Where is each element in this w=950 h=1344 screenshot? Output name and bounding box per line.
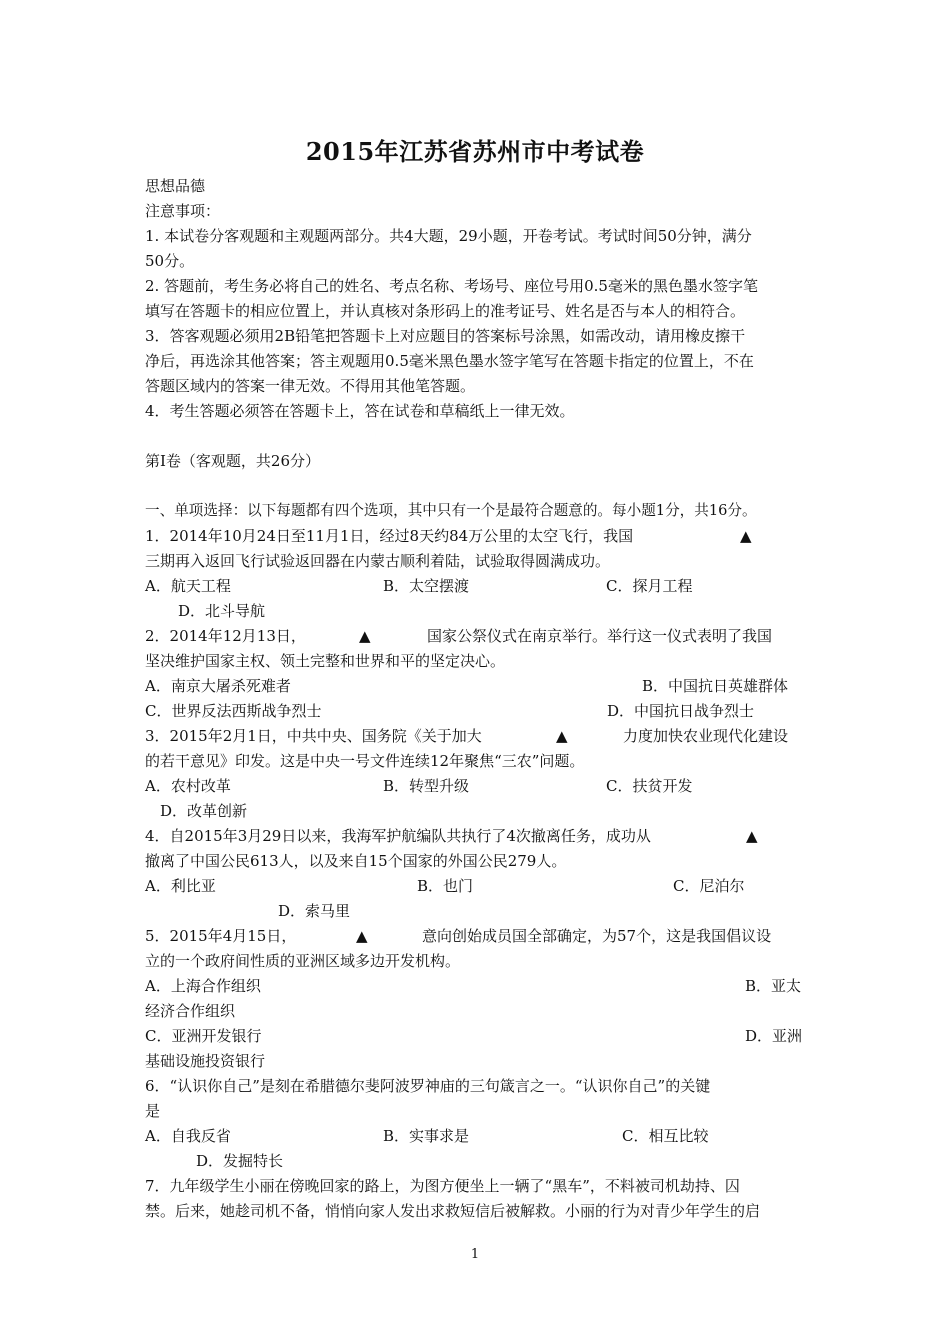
section-heading: 第Ⅰ卷（客观题，共26分） bbox=[145, 452, 321, 470]
option-c: C．扶贫开发 bbox=[606, 777, 693, 795]
option-a: A．南京大屠杀死难者 bbox=[145, 677, 291, 695]
option-d: D．亚洲 bbox=[745, 1027, 803, 1045]
notice-line: 1. 本试卷分客观题和主观题两部分。共4大题，29小题，开卷考试。考试时间50分钟，满分 bbox=[145, 227, 752, 245]
option-c: C．尼泊尔 bbox=[673, 877, 745, 895]
option-a: A．利比亚 bbox=[145, 877, 216, 895]
option-a: A．农村改革 bbox=[145, 777, 231, 795]
notice-line: 净后，再选涂其他答案；答主观题用0.5毫米黑色墨水签字笔写在答题卡指定的位置上，不在 bbox=[145, 352, 754, 370]
option-c: C．相互比较 bbox=[622, 1127, 709, 1145]
blank-triangle-icon: ▲ bbox=[746, 827, 758, 845]
option-c: C．探月工程 bbox=[606, 577, 693, 595]
blank-triangle-icon: ▲ bbox=[740, 527, 752, 545]
question-stem: 国家公祭仪式在南京举行。举行这一仪式表明了我国 bbox=[427, 627, 773, 645]
notice-line: 答题区域内的答案一律无效。不得用其他笔答题。 bbox=[145, 377, 476, 395]
question-stem: 立的一个政府间性质的亚洲区域多边开发机构。 bbox=[145, 952, 461, 970]
question-stem: 力度加快农业现代化建设 bbox=[623, 727, 789, 745]
option-d: D．改革创新 bbox=[160, 802, 248, 820]
question-stem: 1．2014年10月24日至11月1日，经过8天约84万公里的太空飞行，我国 bbox=[145, 527, 634, 545]
option-a: A．上海合作组织 bbox=[145, 977, 261, 995]
option-b: B．中国抗日英雄群体 bbox=[642, 677, 789, 695]
option-d: D．发掘特长 bbox=[196, 1152, 284, 1170]
option-d: D．中国抗日战争烈士 bbox=[607, 702, 755, 720]
question-stem: 7．九年级学生小丽在傍晚回家的路上，为图方便坐上一辆了“黑车”，不料被司机劫持、囚 bbox=[145, 1177, 740, 1195]
option-b: B．实事求是 bbox=[383, 1127, 470, 1145]
option-b: B．转型升级 bbox=[383, 777, 470, 795]
blank-triangle-icon: ▲ bbox=[356, 927, 368, 945]
option-d-continued: 基础设施投资银行 bbox=[145, 1052, 266, 1070]
option-a: A．自我反省 bbox=[145, 1127, 231, 1145]
option-c: C．亚洲开发银行 bbox=[145, 1027, 262, 1045]
option-a: A．航天工程 bbox=[145, 577, 231, 595]
page-title: 2015年江苏省苏州市中考试卷 bbox=[305, 137, 645, 166]
question-stem: 4．自2015年3月29日以来，我海军护航编队共执行了4次撤离任务，成功从 bbox=[145, 827, 651, 845]
question-stem: 三期再入返回飞行试验返回器在内蒙古顺利着陆，试验取得圆满成功。 bbox=[145, 552, 611, 570]
option-c: C．世界反法西斯战争烈士 bbox=[145, 702, 322, 720]
option-b: B．太空摆渡 bbox=[383, 577, 470, 595]
question-stem: 意向创始成员国全部确定，为57个，这是我国倡议设 bbox=[422, 927, 772, 945]
notice-line: 3．答客观题必须用2B铅笔把答题卡上对应题目的答案标号涂黑，如需改动，请用橡皮擦干 bbox=[145, 327, 746, 345]
notice-heading: 注意事项： bbox=[145, 202, 221, 220]
option-b: B．亚太 bbox=[745, 977, 802, 995]
notice-line: 4．考生答题必须答在答题卡上，答在试卷和草稿纸上一律无效。 bbox=[145, 402, 575, 420]
part-heading: 一、单项选择：以下每题都有四个选项，其中只有一个是最符合题意的。每小题1分，共16分。 bbox=[145, 502, 757, 519]
option-b: B．也门 bbox=[417, 877, 474, 895]
notice-line: 50分。 bbox=[145, 252, 195, 270]
subject-label: 思想品德 bbox=[145, 177, 206, 195]
option-d: D．北斗导航 bbox=[178, 602, 266, 620]
question-stem: 撤离了中国公民613人，以及来自15个国家的外国公民279人。 bbox=[145, 852, 567, 870]
blank-triangle-icon: ▲ bbox=[556, 727, 568, 745]
notice-line: 填写在答题卡的相应位置上，并认真核对条形码上的准考证号、姓名是否与本人的相符合。 bbox=[145, 302, 746, 320]
page-number: 1 bbox=[470, 1247, 480, 1262]
question-stem: 禁。后来，她趁司机不备，悄悄向家人发出求救短信后被解救。小丽的行为对青少年学生的启 bbox=[145, 1202, 761, 1220]
question-stem: 2．2014年12月13日， bbox=[145, 627, 306, 645]
question-stem: 坚决维护国家主权、领土完整和世界和平的坚定决心。 bbox=[145, 652, 506, 670]
blank-triangle-icon: ▲ bbox=[359, 627, 371, 645]
question-stem: 6．“认识你自己”是刻在希腊德尔斐阿波罗神庙的三句箴言之一。“认识你自己”的关键 bbox=[145, 1077, 711, 1095]
option-d: D．索马里 bbox=[278, 902, 351, 920]
question-stem: 5．2015年4月15日， bbox=[145, 927, 297, 945]
question-stem: 是 bbox=[145, 1102, 161, 1120]
notice-line: 2. 答题前，考生务必将自己的姓名、考点名称、考场号、座位号用0.5毫米的黑色墨水签字笔 bbox=[145, 277, 758, 295]
option-b-continued: 经济合作组织 bbox=[145, 1002, 236, 1020]
question-stem: 3．2015年2月1日，中共中央、国务院《关于加大 bbox=[145, 727, 482, 745]
question-stem: 的若干意见》印发。这是中央一号文件连续12年聚焦“三农”问题。 bbox=[145, 752, 585, 770]
